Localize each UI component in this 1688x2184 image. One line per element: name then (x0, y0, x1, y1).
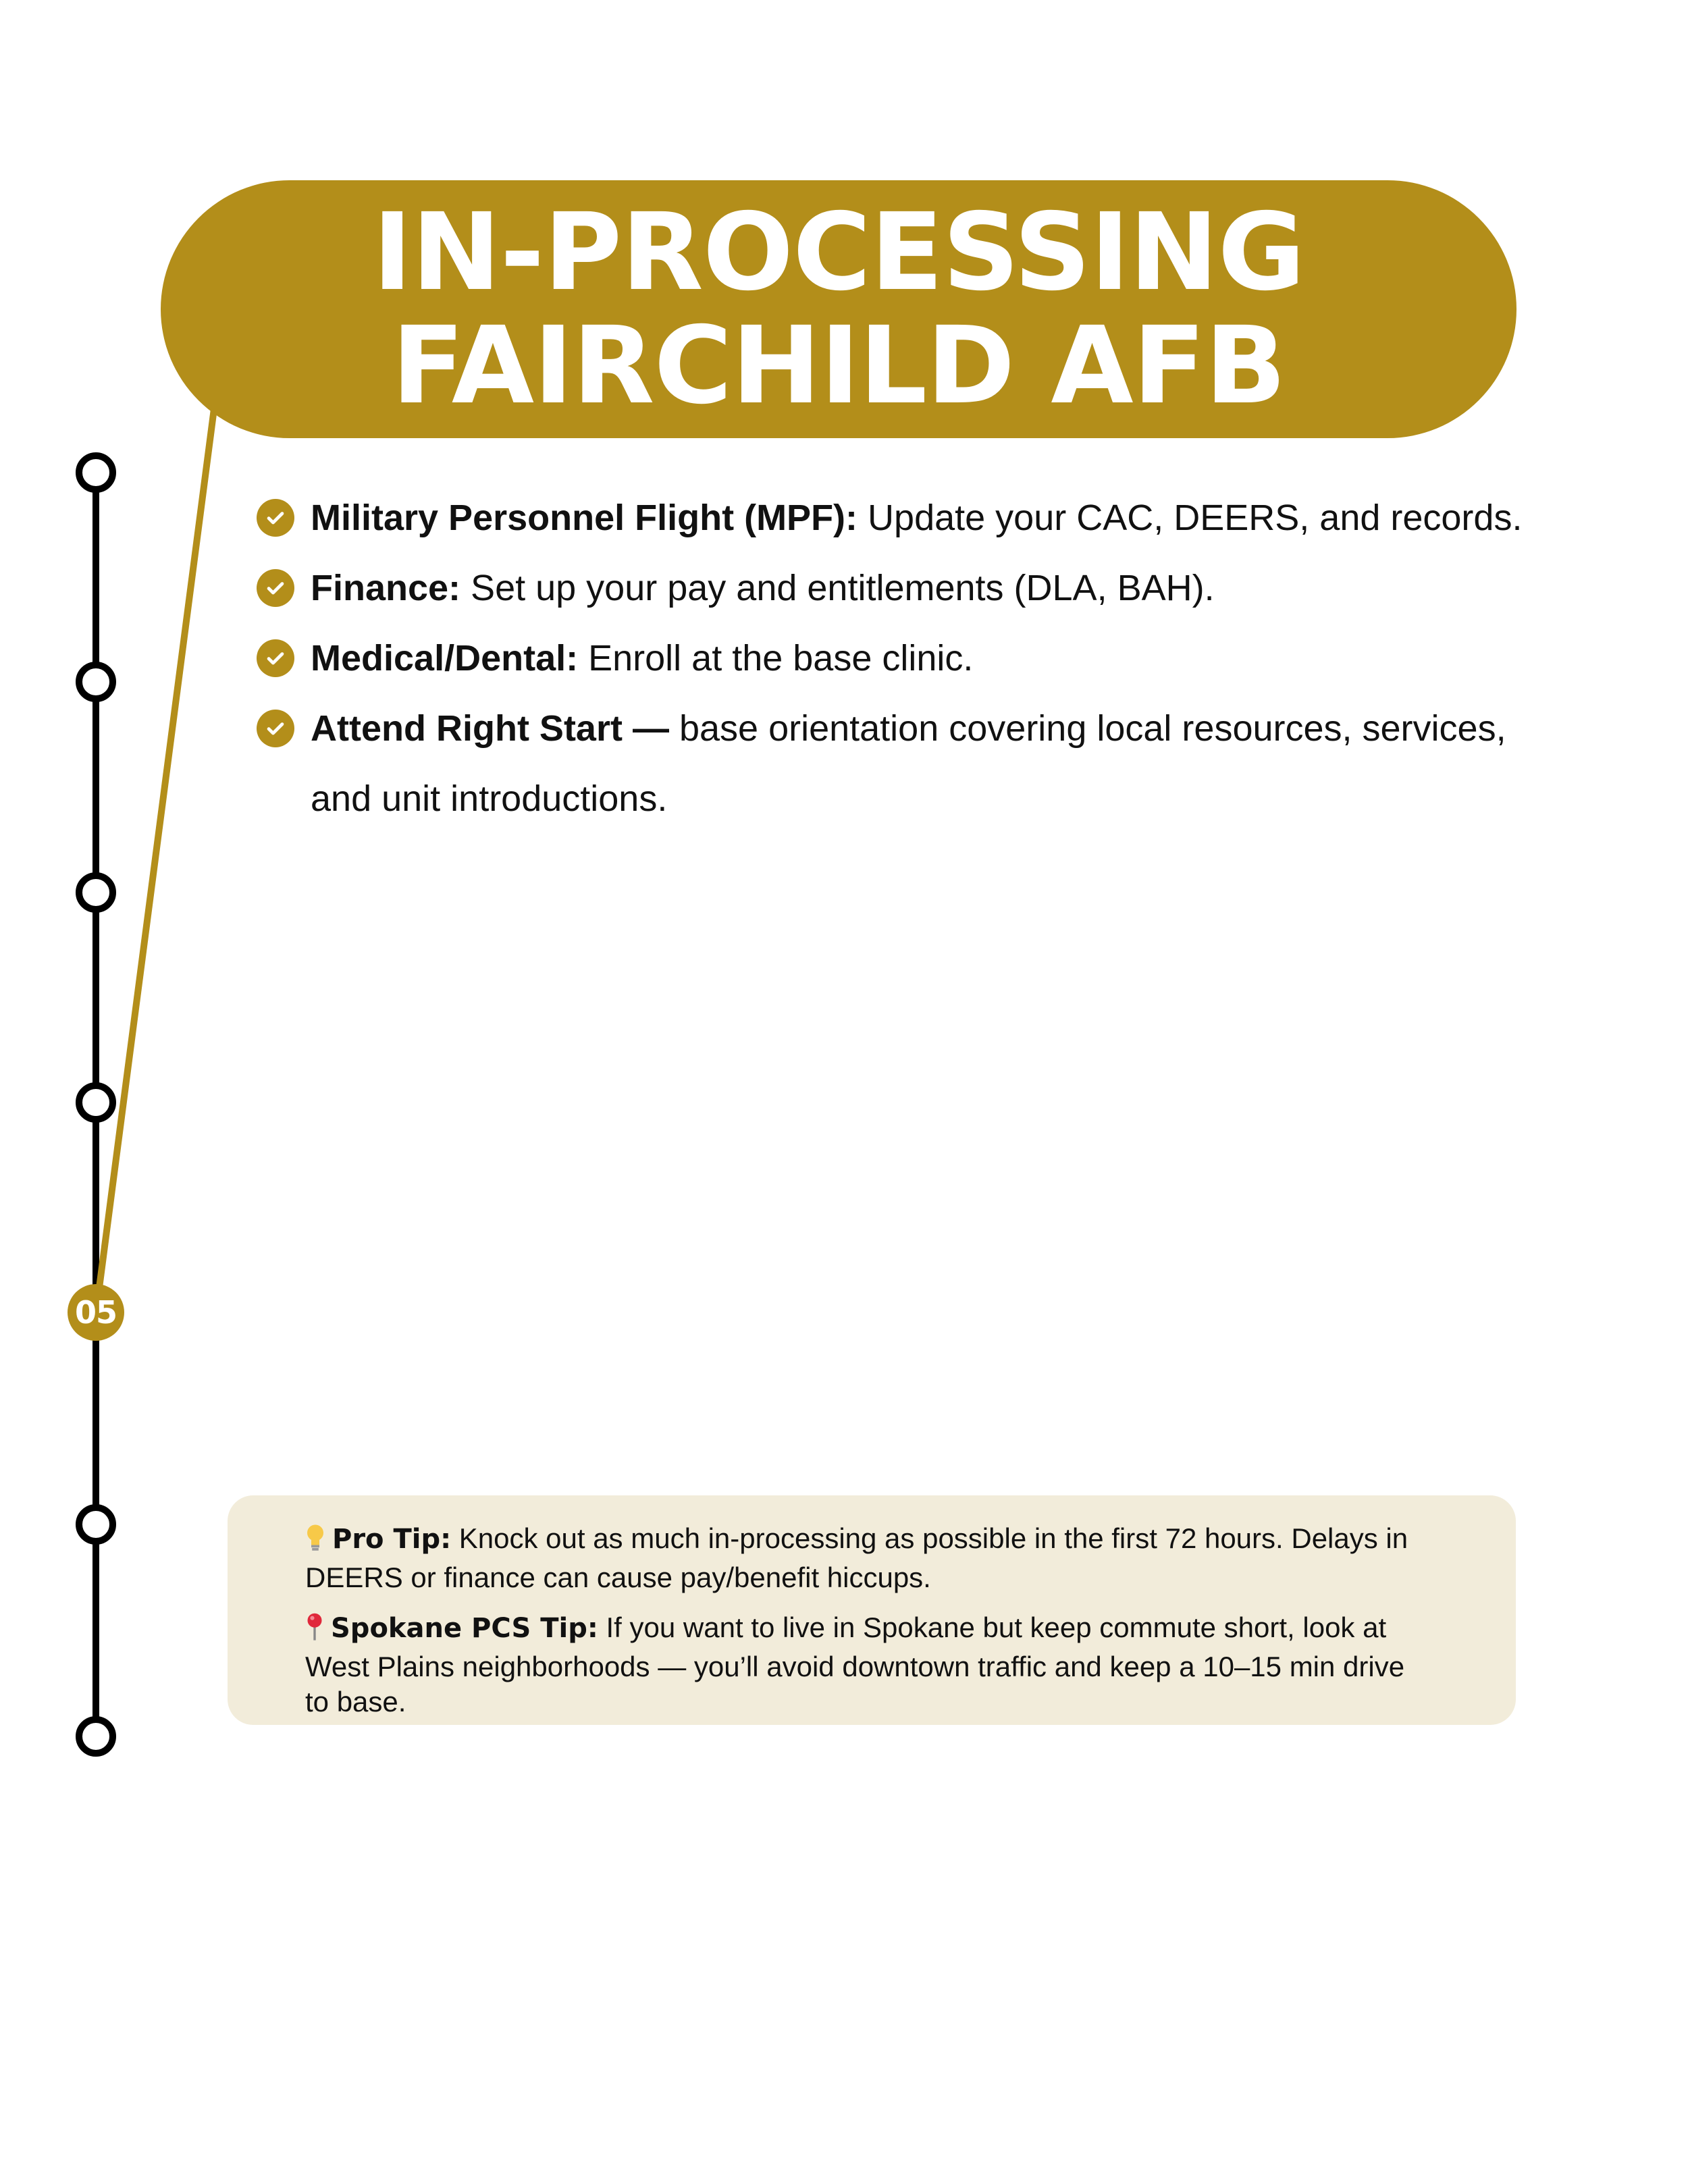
timeline-node-2 (79, 665, 113, 699)
pro-tip (305, 1521, 1428, 1595)
check-circle-icon (257, 569, 294, 607)
checklist-item-title: Finance: (311, 568, 461, 608)
check-circle-icon (257, 639, 294, 677)
timeline-node-7 (79, 1720, 113, 1753)
checklist-item-text: base orientation covering local resources, services, and unit introductions. (311, 708, 1506, 819)
page-title-line-2: FAIRCHILD AFB (392, 304, 1286, 428)
spokane-pcs-tip-label: Spokane PCS Tip: (331, 1613, 598, 1644)
lightbulb-icon (305, 1524, 325, 1560)
check-circle-icon (257, 710, 294, 747)
spokane-pcs-tip-text: If you want to live in Spokane but keep commute short, look at West Plains neighborhoods — you’ll avoid downtown traffic and keep a 10–15 min drive to base. (305, 1612, 1405, 1717)
tip-box (228, 1495, 1516, 1725)
checklist (257, 483, 1526, 834)
checklist-item-text: Enroll at the base clinic. (578, 638, 974, 678)
spokane-pcs-tip (305, 1610, 1428, 1720)
section-header (161, 180, 1516, 438)
checklist-item-right-start (257, 693, 1526, 834)
connector-line (99, 404, 215, 1293)
checklist-item-text: Update your CAC, DEERS, and records. (858, 498, 1523, 538)
checklist-item-title: Attend Right Start — (311, 708, 669, 749)
checklist-item-title: Medical/Dental: (311, 638, 579, 678)
checklist-item-mpf (257, 483, 1526, 553)
step-number-badge: 05 (68, 1284, 124, 1341)
pro-tip-text: Knock out as much in-processing as possible in the first 72 hours. Delays in DEERS or finance can cause pay/benefit hiccups. (305, 1522, 1408, 1593)
check-circle-icon (257, 499, 294, 537)
pro-tip-label: Pro Tip: (332, 1524, 452, 1555)
pin-icon (305, 1613, 324, 1649)
page-title-line-1: IN-PROCESSING (372, 190, 1305, 315)
checklist-item-medical (257, 623, 1526, 693)
checklist-item-title: Military Personnel Flight (MPF): (311, 498, 858, 538)
checklist-item-finance (257, 553, 1526, 623)
timeline-node-1 (79, 456, 113, 489)
timeline-node-4 (79, 1086, 113, 1119)
timeline-node-6 (79, 1508, 113, 1541)
timeline-node-3 (79, 876, 113, 909)
checklist-item-text: Set up your pay and entitlements (DLA, BAH). (460, 568, 1215, 608)
